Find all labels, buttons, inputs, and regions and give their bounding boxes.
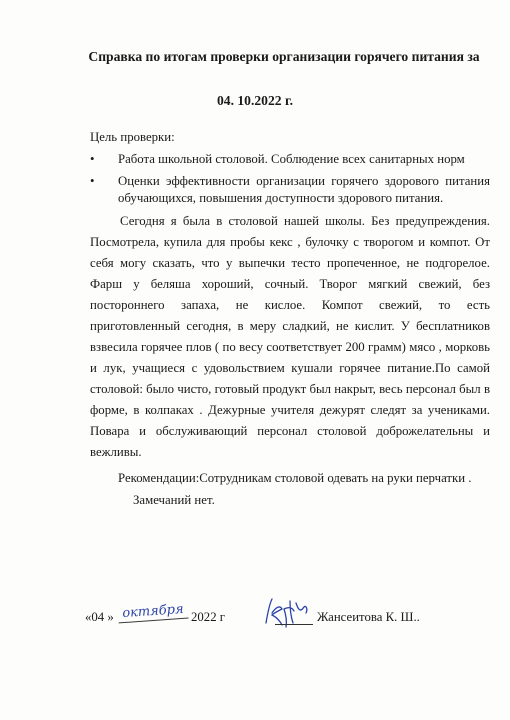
recommendation: Рекомендации:Сотрудникам столовой одевать на руки перчатки .: [118, 471, 472, 485]
goal-list: [90, 151, 490, 212]
document-date: 04. 10.2022 г.: [216, 93, 293, 108]
document-title: Справка по итогам проверки организации горячего питания за: [88, 49, 480, 64]
bullet-icon: •: [90, 174, 95, 188]
sign-day: «04 »: [85, 610, 114, 624]
goal-text: Работа школьной столовой. Соблюдение всех санитарных норм: [118, 152, 465, 166]
signer-name: Жансеитова К. Ш..: [317, 610, 420, 624]
sign-year: 2022 г: [191, 610, 226, 624]
signature-line: [275, 624, 313, 625]
goal-text: Оценки эффективности организации горячего здорового питания обучающихся, повышения доступности здорового питания.: [118, 174, 490, 205]
sign-month-handwritten: октября: [117, 601, 188, 624]
remarks: Замечаний нет.: [133, 493, 215, 507]
report-body: Сегодня я была в столовой нашей школы. Без предупреждения. Посмотрела, купила для пробы кекс , булочку с творогом и компот. От себя могу сказать, что у выпечки тесто пропеченное, не подгорелое. Фарш у беляша хороший, сочный. Творог мягкий свежий, без постороннего запаха, не кислое. Компот свежий, то есть приготовленный сегодня, в меру сладкий, не кислит. У бесплатников взвесила горячее плов ( по весу соответствует 200 грамм) мясо , морковь и лук, учащиеся с удовольствием кушали горячее питание.По самой столовой: было чисто, готовый продукт был накрыт, весь персонал был в форме, в колпаках . Дежурные учителя дежурят следят за учениками. Повара и обслуживающий персонал столовой доброжелательны и вежливы.: [90, 214, 490, 459]
list-item: [90, 151, 490, 168]
goal-label: Цель проверки:: [90, 130, 175, 144]
bullet-icon: •: [90, 152, 95, 166]
signature-row: [85, 601, 505, 631]
list-item: [90, 173, 490, 207]
